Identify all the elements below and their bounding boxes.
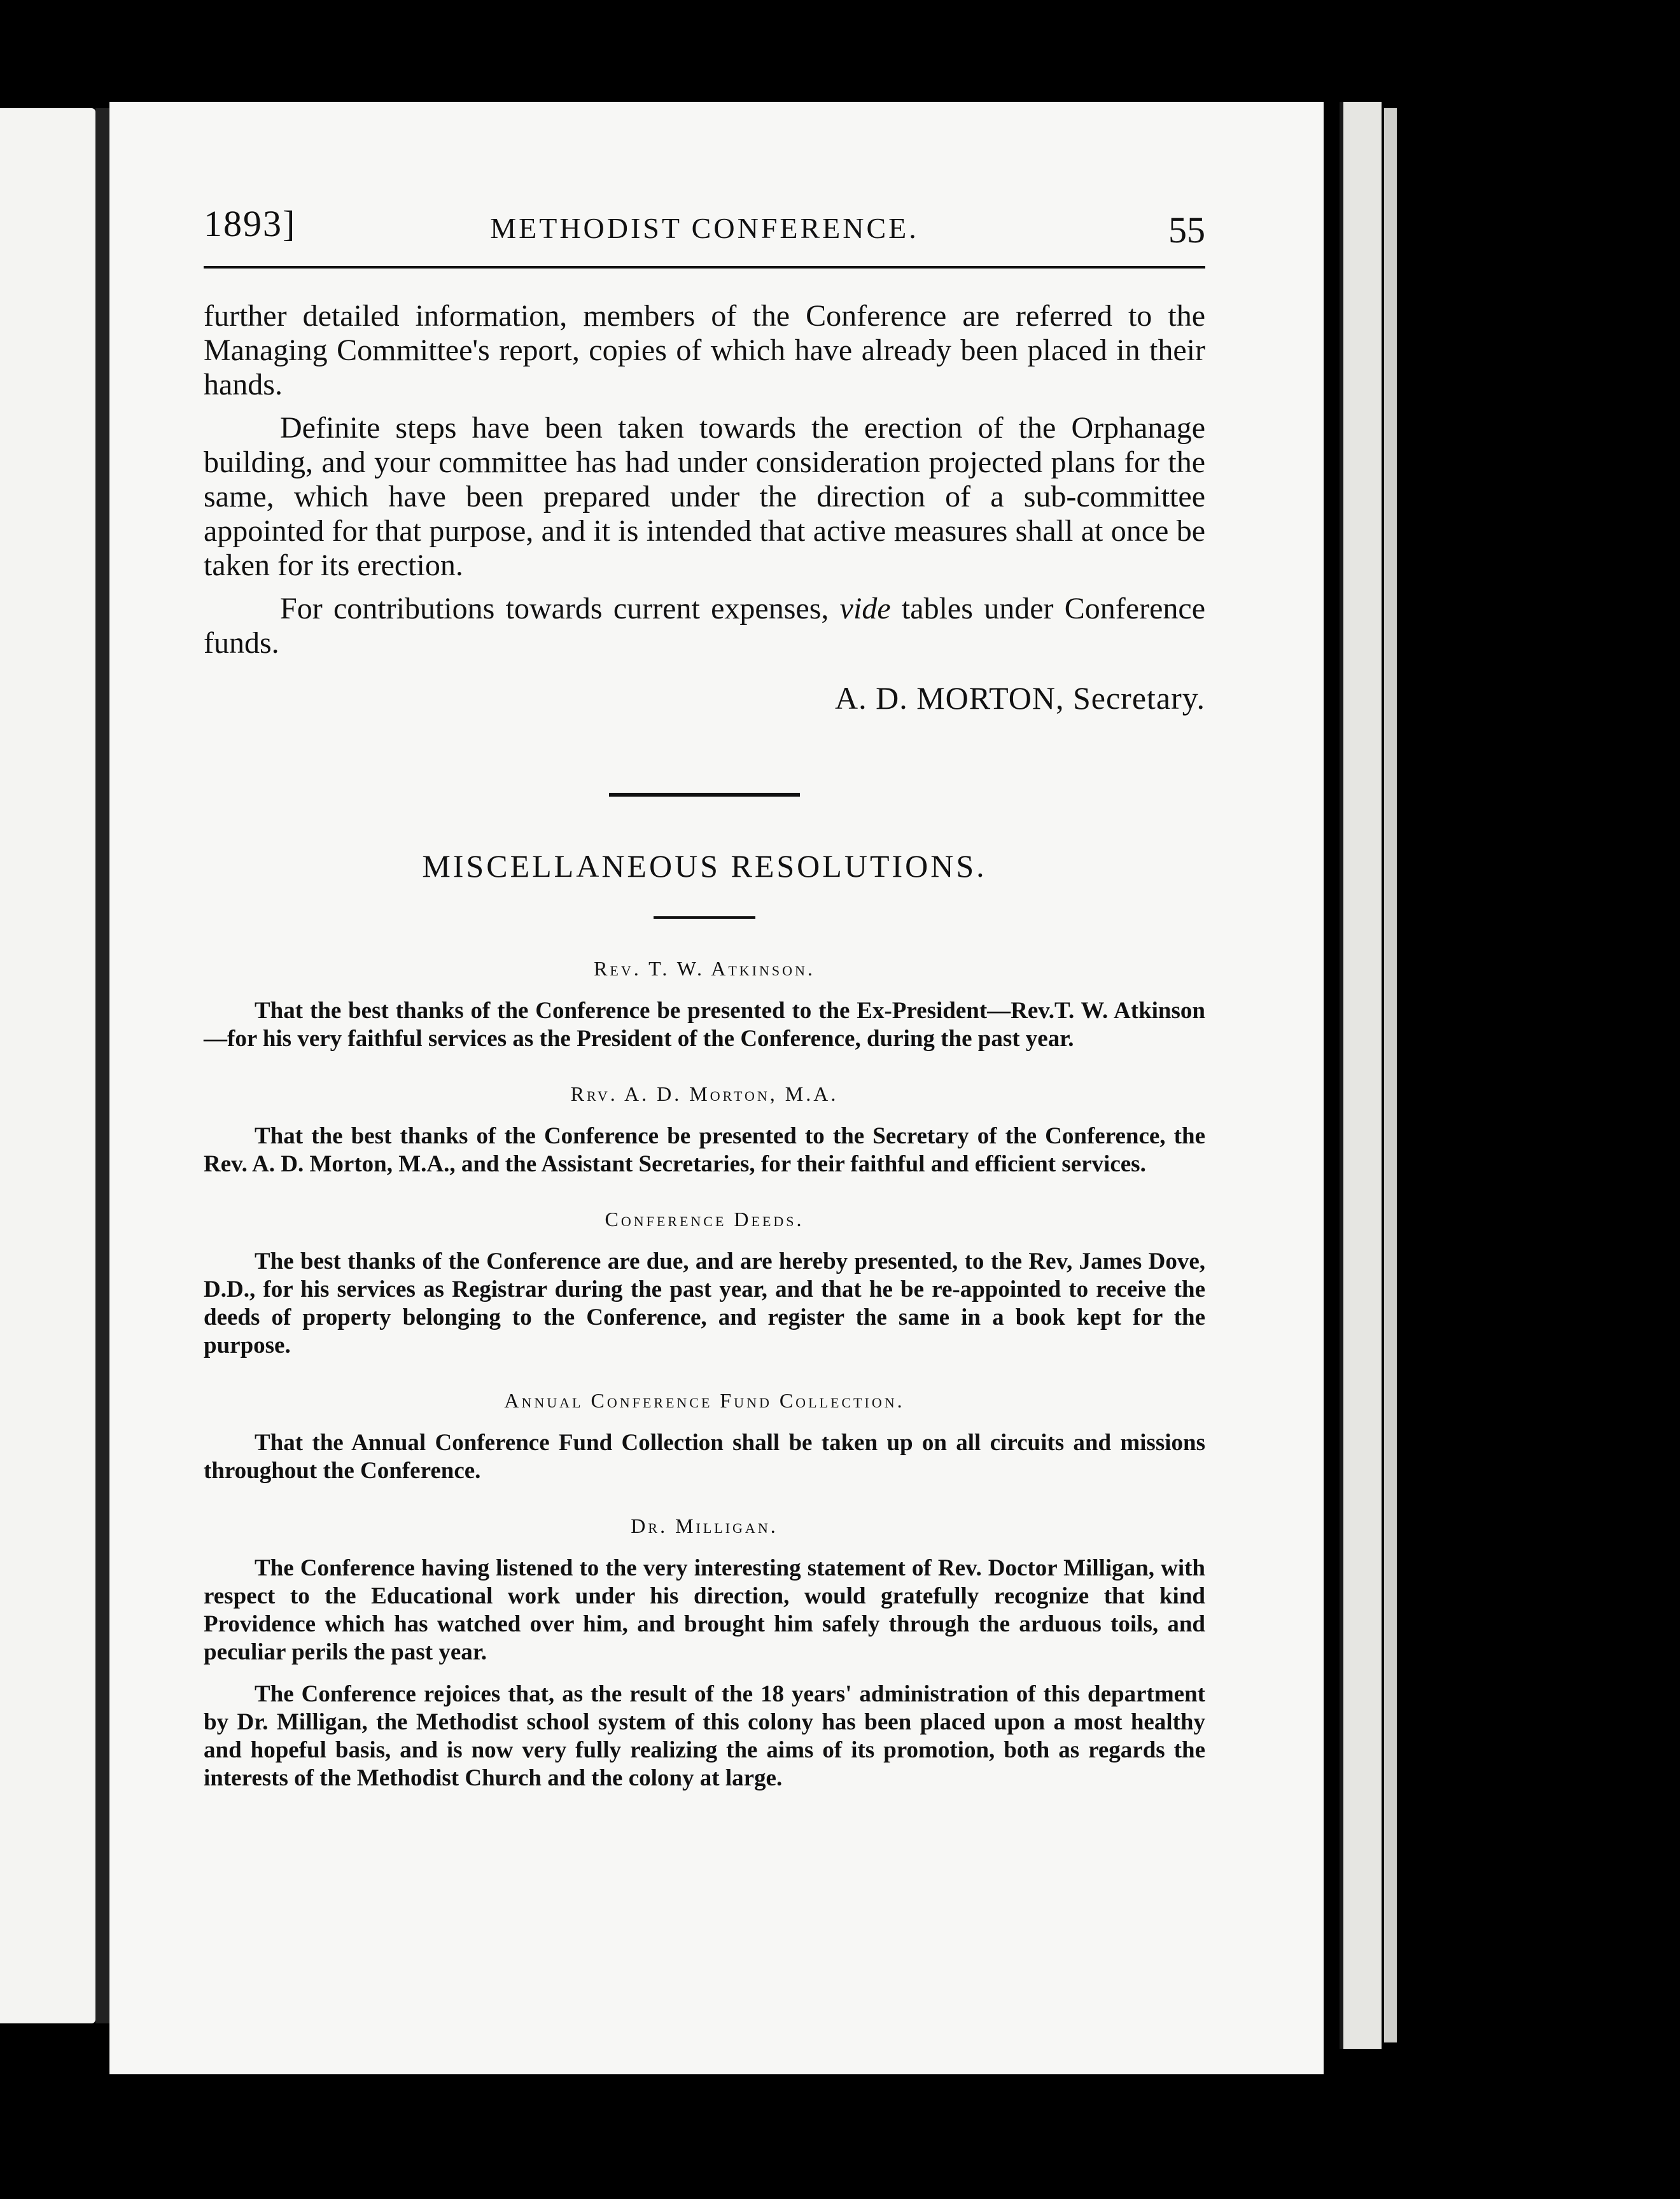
contributions-text-end: tables under Conference funds.	[204, 592, 1205, 660]
running-header	[204, 191, 1205, 261]
facing-page-edge	[0, 108, 95, 2023]
paragraph-contributions	[204, 592, 1205, 660]
header-year: 1893]	[204, 203, 297, 244]
contributions-italic: vide	[839, 592, 891, 625]
page-stack-edge	[1340, 102, 1382, 2049]
resolution-paragraph: That the Annual Conference Fund Collection shall be taken up on all circuits and missions throughout the Conference.	[204, 1430, 1205, 1484]
section-title: MISCELLANEOUS RESOLUTIONS.	[422, 848, 987, 884]
paragraph-continued: further detailed information, members of the Conference are referred to the Managing Committee's report, copies of which have already been placed in their hands.	[204, 299, 1205, 401]
header-rule	[204, 266, 1205, 269]
contributions-text-start: For contributions towards current expenses,	[280, 592, 840, 625]
page-stack-edge-outer	[1384, 108, 1397, 2042]
secretary-signature: A. D. MORTON, Secretary.	[834, 680, 1205, 716]
resolution-paragraph: The Conference rejoices that, as the result of the 18 years' administration of this department by Dr. Milligan, the Methodist school system of this colony has been placed upon a most healthy and hopeful basis, and is now very fully realizing the aims of its promotion, both as regards the interests of the Methodist Church and the colony at large.	[204, 1681, 1205, 1791]
resolution-heading: Rev. T. W. Atkinson.	[594, 957, 815, 980]
resolution-paragraph: The Conference having listened to the very interesting statement of Rev. Doctor Milligan, with respect to the Educational work under his direction, would gratefully recognize that kind Providence which has watched over him, and brought him safely through the arduous toils, and peculiar perils the past year.	[204, 1555, 1205, 1665]
section-divider	[609, 793, 800, 797]
page-number: 55	[1168, 209, 1205, 251]
book-gutter	[95, 108, 109, 2023]
resolution-heading: Dr. Milligan.	[631, 1514, 778, 1537]
resolution-heading: Conference Deeds.	[605, 1208, 804, 1231]
section-title-rule	[654, 916, 755, 919]
resolution-paragraph: That the best thanks of the Conference be presented to the Secretary of the Conference, the Rev. A. D. Morton, M.A., and the Assistant Secretaries, for their faithful and efficient services.	[204, 1123, 1205, 1177]
resolution-heading: Rrv. A. D. Morton, M.A.	[570, 1082, 839, 1105]
header-title: METHODIST CONFERENCE.	[490, 212, 919, 244]
resolution-paragraph: That the best thanks of the Conference be presented to the Ex-President—Rev.T. W. Atkinson—for his very faithful services as the President of the Conference, during the past year.	[204, 998, 1205, 1052]
resolution-heading: Annual Conference Fund Collection.	[504, 1389, 905, 1412]
page-body	[204, 299, 1205, 1792]
paragraph-orphanage: Definite steps have been taken towards the erection of the Orphanage building, and your committee has had under consideration projected plans for the same, which have been prepared under the direction of a sub-committee appointed for that purpose, and it is intended that active measures shall at once be taken for its erection.	[204, 411, 1205, 582]
resolution-paragraph: The best thanks of the Conference are due, and are hereby presented, to the Rev, James Dove, D.D., for his services as Registrar during the past year, and that he be re-appointed to receive the deeds of property belonging to the Conference, and register the same in a book kept for the purpose.	[204, 1248, 1205, 1358]
